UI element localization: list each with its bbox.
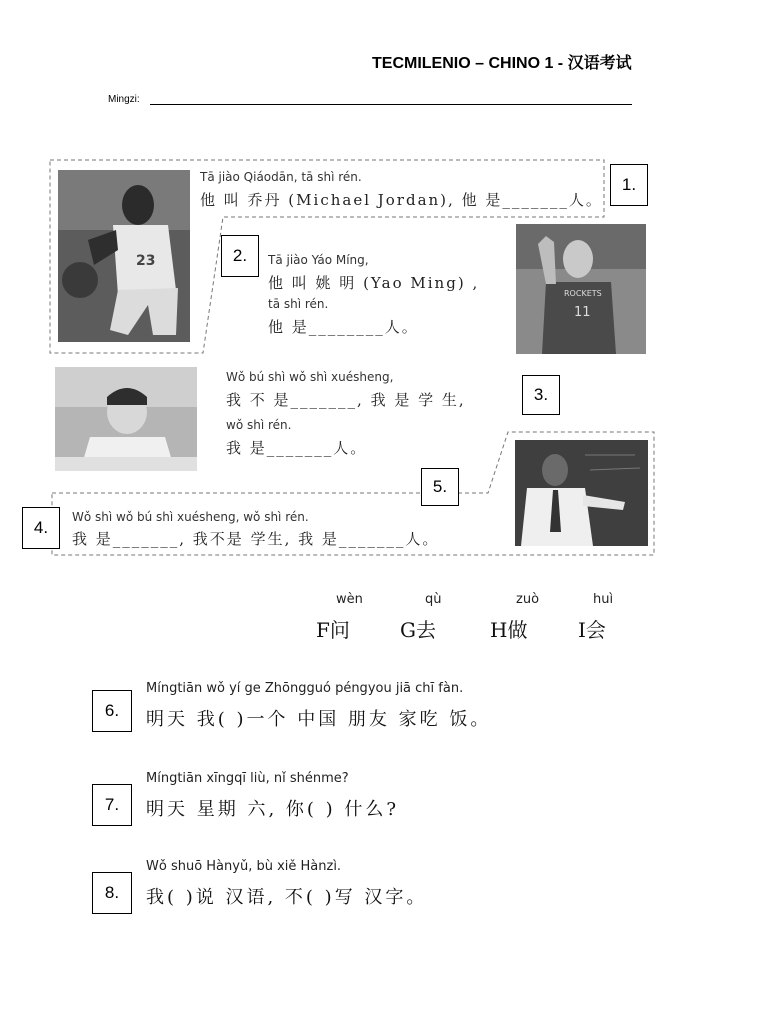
michael-jordan-photo (58, 170, 190, 342)
option-f: F问 (316, 618, 350, 642)
q7-pinyin: Míngtiān xīngqī liù, nǐ shénme? (146, 771, 349, 786)
q3-hanzi-1: 我 不 是_______, 我 是 学 生, (226, 391, 466, 409)
option-h-pinyin: zuò (516, 592, 540, 607)
name-field[interactable] (150, 104, 632, 105)
yao-ming-photo (516, 224, 646, 354)
q2-hanzi-2: 他 是________人。 (268, 318, 419, 336)
q1-number: 1. (610, 164, 648, 206)
q8-hanzi: 我( )说 汉语, 不( )写 汉字。 (146, 887, 428, 908)
q1-hanzi: 他 叫 乔丹 (Michael Jordan), 他 是_______人。 (200, 191, 603, 209)
q2-pinyin-2: tā shì rén. (268, 297, 329, 311)
yao-jersey-number: 11 (574, 305, 591, 320)
q5-number: 5. (421, 468, 459, 506)
q8-number: 8. (92, 872, 132, 914)
yao-jersey-team: ROCKETS (564, 289, 602, 298)
q4-number: 4. (22, 507, 60, 549)
q7-hanzi: 明天 星期 六, 你( ) 什么? (146, 799, 400, 820)
q2-pinyin-1: Tā jiào Yáo Míng, (268, 253, 369, 267)
cropped-text-row (50, 132, 470, 142)
q3-pinyin-2: wǒ shì rén. (226, 418, 292, 432)
page-title: TECMILENIO – CHINO 1 - 汉语考试 (372, 55, 632, 72)
option-f-pinyin: wèn (336, 592, 363, 607)
q7-number: 7. (92, 784, 132, 826)
q1-pinyin: Tā jiào Qiáodān, tā shì rén. (200, 170, 362, 184)
q3-number: 3. (522, 375, 560, 415)
q4-pinyin: Wǒ shì wǒ bú shì xuésheng, wǒ shì rén. (72, 510, 309, 524)
name-label: Mingzi: (108, 94, 140, 105)
q2-hanzi-1: 他 叫 姚 明 (Yao Ming) , (268, 274, 480, 292)
q8-pinyin: Wǒ shuō Hànyǔ, bù xiě Hànzì. (146, 859, 342, 874)
option-g: G去 (400, 618, 436, 642)
q4-hanzi: 我 是_______, 我不是 学生, 我 是_______人。 (72, 530, 440, 548)
q6-number: 6. (92, 690, 132, 732)
option-i-pinyin: huì (593, 592, 614, 607)
q2-number: 2. (221, 235, 259, 277)
option-i: I会 (578, 618, 606, 642)
q6-pinyin: Míngtiān wǒ yí ge Zhōngguó péngyou jiā chī fàn. (146, 681, 464, 696)
teacher-photo (515, 440, 648, 546)
verb-options (310, 592, 630, 652)
q6-hanzi: 明天 我( )一个 中国 朋友 家吃 饭。 (146, 709, 492, 730)
option-h: H做 (490, 618, 528, 642)
q3-pinyin-1: Wǒ bú shì wǒ shì xuésheng, (226, 370, 394, 384)
jordan-jersey-number: 23 (136, 253, 156, 269)
q3-hanzi-2: 我 是_______人。 (226, 439, 368, 457)
option-g-pinyin: qù (425, 592, 442, 607)
